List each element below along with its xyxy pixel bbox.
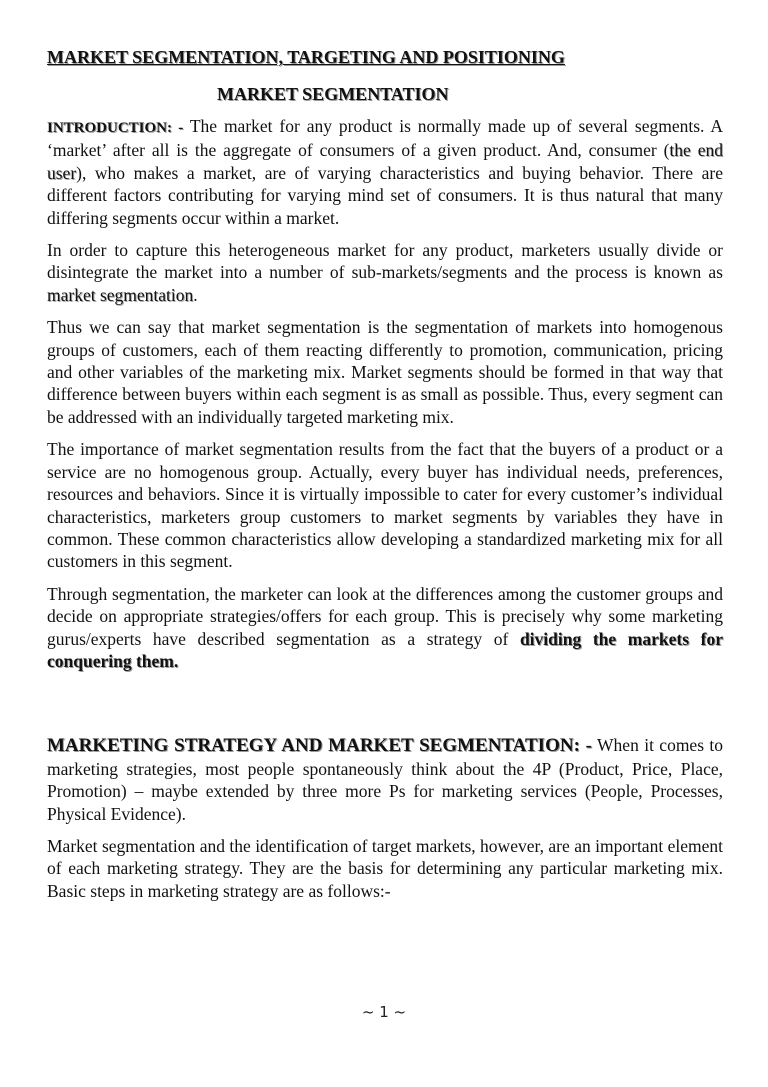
section2-heading: MARKETING STRATEGY AND MARKET SEGMENTATION: - — [47, 735, 592, 757]
paragraph-5 — [47, 583, 723, 673]
para2-highlight: market segmentation — [47, 284, 194, 305]
paragraph-3: Thus we can say that market segmentation is the segmentation of markets into homogenous groups of customers, each of them reacting differently to promotion, communication, pricing and other variables of the marketing mix. Market segments should be formed in that way that difference between buyers within each segment is as small as possible. Thus, every segment can be addressed with an individually targeted marketing mix. — [47, 317, 723, 427]
page-number: ~ 1 ~ — [361, 1003, 407, 1021]
intro-text-2: ), who makes a market, are of varying characteristics and buying behavior. There are different factors contributing for varying mind set of consumers. It is thus natural that many differing segments occur within a market. — [47, 162, 723, 228]
paragraph-4: The importance of market segmentation results from the fact that the buyers of a product or a service are no homogenous group. Actually, every buyer has individual needs, preferences, resources and behaviors. Since it is virtually impossible to cater for every customer’s individual characteristics, marketers group customers to market segments by variables they have in common. These common characteristics allow developing a standardized marketing mix for all customers in this segment. — [47, 439, 723, 572]
paragraph-2 — [47, 239, 723, 306]
para5-bold: dividing the markets for conquering them. — [47, 628, 723, 671]
intro-highlight: the end user — [47, 140, 723, 183]
para2-text-1: In order to capture this heterogeneous market for any product, marketers usually divide or disintegrate the market into a number of sub-markets/segments and the process is known as — [47, 240, 723, 283]
section2-paragraph — [47, 734, 723, 825]
document-title: MARKET SEGMENTATION, TARGETING AND POSITIONING — [47, 47, 565, 67]
document-page — [47, 46, 723, 912]
section2-text: When it comes to marketing strategies, most people spontaneously think about the 4P (Product, Price, Place, Promotion) – maybe extended by three more Ps for marketing services (People, Processes, Physical Evidence). — [47, 735, 723, 824]
section-subtitle: MARKET SEGMENTATION — [217, 84, 449, 104]
intro-paragraph — [47, 115, 723, 229]
intro-text-1: The market for any product is normally made up of several segments. A ‘market’ after all is the aggregate of consumers of a given product. And, consumer ( — [47, 116, 723, 161]
para2-text-2: . — [193, 284, 198, 305]
section-gap — [47, 682, 723, 734]
intro-lead: INTRODUCTION: - — [47, 120, 184, 136]
para5-text: Through segmentation, the marketer can look at the differences among the customer groups and decide on appropriate strategies/offers for each group. This is precisely why some marketing gurus/experts have described segmentation as a strategy of — [47, 583, 723, 649]
paragraph-7: Market segmentation and the identification of target markets, however, are an important element of each marketing strategy. They are the basis for determining any particular marketing mix. Basic steps in marketing strategy are as follows:- — [47, 835, 723, 901]
